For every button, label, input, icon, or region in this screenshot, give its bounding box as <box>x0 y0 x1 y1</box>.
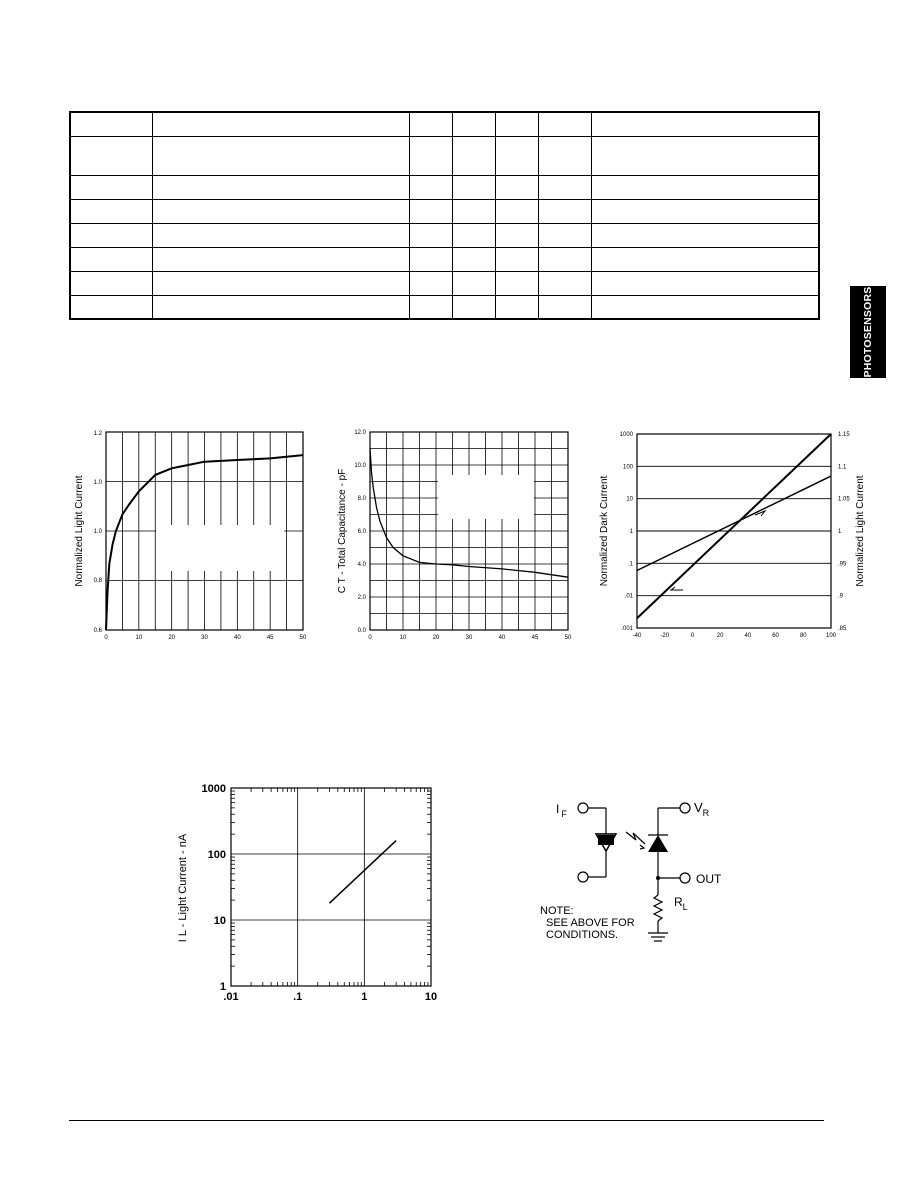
y-tick-labels-right <box>838 432 850 632</box>
legend-box <box>156 525 284 571</box>
terminal-icon <box>578 803 588 813</box>
table-row <box>70 112 819 136</box>
y-tick-label: .9 <box>838 593 844 600</box>
spec-table <box>69 111 820 320</box>
x-tick-label: 40 <box>233 635 241 641</box>
x-tick-labels <box>223 991 437 1003</box>
plot-frame <box>231 788 431 986</box>
arrow-icon <box>671 587 683 590</box>
y-axis-label: I L - Light Current - nA <box>177 833 189 943</box>
chart-grid <box>231 788 431 986</box>
side-tab-label: PHOTOSENSORS <box>862 286 874 378</box>
x-tick-labels <box>368 635 572 641</box>
y-tick-label: .01 <box>624 593 633 600</box>
chart-grid <box>370 432 568 630</box>
y-tick-label: 10 <box>626 496 633 503</box>
table-row <box>70 271 819 295</box>
note-line: NOTE: <box>540 905 574 917</box>
x-tick-label: 45 <box>266 635 274 641</box>
note-line: CONDITIONS. <box>546 929 619 941</box>
y-tick-label: 100 <box>622 464 633 471</box>
chart-capacitance <box>335 425 585 645</box>
y-axis-label-right: Normalized Light Current <box>855 475 866 587</box>
x-tick-label: 50 <box>564 635 572 641</box>
light-arrow-icon <box>626 832 645 844</box>
y-tick-label: 4.0 <box>357 562 366 568</box>
x-tick-label: 100 <box>825 633 837 639</box>
x-tick-label: .1 <box>293 991 303 1003</box>
y-tick-label: 100 <box>207 849 226 861</box>
y-tick-labels <box>202 783 226 993</box>
y-tick-label: 1.0 <box>93 529 102 535</box>
table-row <box>70 223 819 247</box>
out-label: OUT <box>696 872 722 886</box>
y-tick-label: 10 <box>213 915 226 927</box>
y-tick-label: 1000 <box>619 432 633 438</box>
x-tick-label: 40 <box>744 633 752 639</box>
table-row <box>70 295 819 319</box>
x-tick-label: 20 <box>716 633 724 639</box>
y-tick-label: 1.15 <box>838 432 850 438</box>
legend-box <box>438 475 534 519</box>
table-row <box>70 175 819 199</box>
x-tick-label: 30 <box>465 635 473 641</box>
y-tick-label: 12.0 <box>354 430 366 436</box>
x-tick-label: 20 <box>432 635 440 641</box>
y-tick-labels <box>94 431 103 634</box>
x-tick-label: 80 <box>799 633 807 639</box>
x-tick-label: -40 <box>632 633 642 639</box>
y-tick-label: .85 <box>838 626 847 632</box>
terminal-icon <box>680 803 690 813</box>
light-current-line <box>637 476 831 570</box>
x-tick-label: .01 <box>223 991 239 1003</box>
y-axis-label: Normalized Light Current <box>74 475 85 587</box>
y-tick-labels <box>354 430 366 634</box>
dark-current-line <box>637 434 831 618</box>
y-tick-label: 1.1 <box>838 464 847 471</box>
y-axis-label-left: Normalized Dark Current <box>599 475 610 587</box>
y-tick-label: 1 <box>629 529 633 535</box>
test-circuit-schematic <box>530 790 750 960</box>
chart-light-vs-voltage <box>70 425 320 645</box>
chart-grid <box>637 466 831 595</box>
y-tick-label: .001 <box>621 626 633 632</box>
y-tick-label: .1 <box>627 561 633 568</box>
series-line <box>329 841 396 904</box>
x-tick-label: 60 <box>772 633 779 639</box>
table-row <box>70 199 819 223</box>
y-tick-label: 0.0 <box>357 628 366 634</box>
x-tick-label: 0 <box>104 635 108 641</box>
x-tick-label: 0 <box>690 633 695 639</box>
x-tick-label: 0 <box>368 635 372 641</box>
y-tick-labels-left <box>620 432 634 632</box>
y-tick-label: 1 <box>838 529 842 535</box>
y-tick-label: 0.6 <box>93 628 102 634</box>
x-tick-label: 10 <box>399 635 407 641</box>
side-tab <box>850 286 886 378</box>
y-axis-label: C T - Total Capacitance - pF <box>337 468 348 594</box>
x-tick-label: -20 <box>660 633 670 639</box>
chart-light-current-loglog <box>170 778 450 1018</box>
resistor-icon <box>654 895 662 921</box>
y-tick-label: 2.0 <box>357 595 366 601</box>
chart-dark-current <box>595 425 875 650</box>
terminal-icon <box>578 872 588 882</box>
x-tick-labels <box>104 635 307 641</box>
x-tick-label: 40 <box>498 635 506 641</box>
terminal-icon <box>680 873 690 883</box>
photodiode-icon <box>648 835 668 852</box>
footer-divider <box>69 1120 824 1121</box>
note-line: SEE ABOVE FOR <box>546 917 635 929</box>
if-label: I $_F$ <box>556 802 567 819</box>
x-tick-label: 20 <box>168 635 176 641</box>
x-tick-label: 1 <box>361 991 368 1003</box>
vr-label: $V_R$ <box>694 800 710 818</box>
x-tick-label: 10 <box>135 635 143 641</box>
y-tick-label: 0.8 <box>93 578 102 584</box>
x-tick-label: 10 <box>424 991 438 1003</box>
y-tick-label: 1 <box>219 981 226 993</box>
y-tick-label: 10.0 <box>354 463 366 469</box>
rl-label: $R_L$ <box>674 895 688 912</box>
y-tick-label: 1000 <box>201 783 226 795</box>
y-tick-label: 8.0 <box>357 496 366 502</box>
y-tick-label: 1.2 <box>93 431 102 437</box>
x-tick-label: 50 <box>299 635 307 641</box>
y-tick-label: 1.05 <box>838 496 850 503</box>
x-tick-labels <box>633 633 837 639</box>
x-tick-label: 45 <box>531 635 539 641</box>
table-row <box>70 247 819 271</box>
table-row <box>70 136 819 175</box>
y-tick-label: 6.0 <box>357 529 366 535</box>
y-tick-label: .95 <box>838 561 847 568</box>
x-tick-label: 30 <box>201 635 208 641</box>
y-tick-label: 1.0 <box>93 480 102 486</box>
